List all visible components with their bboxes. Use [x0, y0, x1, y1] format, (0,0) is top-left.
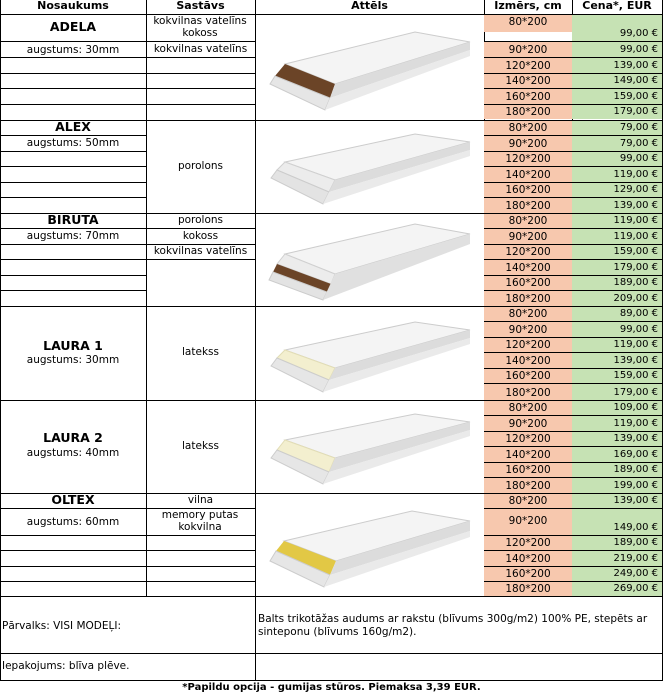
row-divider [484, 244, 663, 245]
price-value: 119,00 € [613, 215, 658, 226]
row-divider [0, 57, 255, 58]
product-height: augstums: 30mm [26, 354, 120, 366]
price-value: 249,00 € [613, 568, 658, 579]
footnote: *Papildu opcija - gumijas stūros. Piemaksa 3,39 EUR. [182, 682, 481, 693]
row-divider [0, 535, 255, 536]
row-divider [0, 290, 146, 291]
size-value: 80*200 [508, 402, 548, 414]
price-value: 139,00 € [613, 355, 658, 366]
row-divider [0, 228, 255, 229]
size-value: 120*200 [505, 246, 551, 258]
size-value: 160*200 [505, 91, 551, 103]
header-size: Izmērs, cm [494, 0, 562, 12]
price-value: 139,00 € [613, 60, 658, 71]
row-divider [484, 197, 663, 198]
row-divider [484, 290, 663, 291]
row-divider [484, 368, 663, 369]
row-divider [484, 535, 663, 536]
packaging-label: Iepakojums: blīva plēve. [2, 660, 130, 672]
composition-item: kokvilnas vatelīns [153, 245, 248, 257]
price-value: 119,00 € [613, 339, 658, 350]
price-value: 139,00 € [613, 495, 658, 506]
mattress-coconut-image [265, 24, 475, 114]
row-divider [484, 508, 663, 509]
price-value: 159,00 € [613, 370, 658, 381]
row-divider [484, 41, 663, 42]
size-value: 90*200 [508, 44, 548, 56]
row-divider [484, 57, 663, 58]
price-value: 99,00 € [619, 44, 658, 55]
size-value: 160*200 [505, 464, 551, 476]
composition-item: latekss [182, 440, 219, 452]
row-divider [484, 581, 663, 582]
size-value: 120*200 [505, 60, 551, 72]
price-value: 119,00 € [613, 418, 658, 429]
row-divider [484, 259, 663, 260]
price-value: 179,00 € [613, 106, 658, 117]
composition-item: kokvilnas vatelīns [153, 43, 248, 55]
product-name: ALEX [55, 121, 91, 134]
row-divider [484, 566, 663, 567]
row-divider [0, 73, 255, 74]
price-value: 199,00 € [613, 480, 658, 491]
price-value: 99,00 € [619, 324, 658, 335]
size-value: 140*200 [505, 75, 551, 87]
price-value: 119,00 € [613, 169, 658, 180]
size-value: 160*200 [505, 277, 551, 289]
price-value: 179,00 € [613, 387, 658, 398]
size-value: 180*200 [505, 387, 551, 399]
mattress-latex-image [265, 408, 475, 488]
size-value: 180*200 [505, 200, 551, 212]
row-divider [0, 550, 255, 551]
price-value: 119,00 € [613, 231, 658, 242]
composition-item: memory putas kokvilna [161, 509, 239, 533]
price-cell [572, 15, 662, 41]
row-divider [484, 104, 663, 105]
product-height: augstums: 40mm [26, 447, 120, 459]
product-height: augstums: 50mm [26, 137, 120, 149]
row-divider [0, 104, 255, 105]
cover-label: Pārvalks: VISI MODEĻI: [2, 620, 121, 632]
size-value: 160*200 [505, 370, 551, 382]
product-name: ADELA [49, 21, 97, 34]
row-divider [484, 321, 663, 322]
size-value: 180*200 [505, 480, 551, 492]
row-divider [0, 41, 255, 42]
size-value: 140*200 [505, 553, 551, 565]
product-name: LAURA 1 [43, 340, 103, 353]
header-composition: Sastāvs [176, 0, 225, 12]
product-height: augstums: 30mm [26, 44, 120, 56]
row-divider [0, 151, 146, 152]
row-divider [0, 581, 255, 582]
footer-divider [0, 653, 663, 654]
header-price: Cena*, EUR [582, 0, 652, 12]
row-divider [0, 566, 255, 567]
mattress-foam-image [265, 128, 475, 208]
row-divider [0, 88, 255, 89]
price-value: 189,00 € [613, 464, 658, 475]
price-value: 79,00 € [619, 138, 658, 149]
row-divider [484, 275, 663, 276]
size-value: 140*200 [505, 262, 551, 274]
size-value: 120*200 [505, 339, 551, 351]
composition-item: kokvilnas vatelīns kokoss [153, 15, 247, 39]
row-divider [484, 88, 663, 89]
product-height: augstums: 70mm [26, 230, 120, 242]
price-value: 159,00 € [613, 91, 658, 102]
size-value: 80*200 [508, 122, 548, 134]
row-divider [484, 550, 663, 551]
price-value: 129,00 € [613, 184, 658, 195]
size-value: 180*200 [505, 583, 551, 595]
header-image: Attēls [351, 0, 388, 12]
row-divider [484, 151, 663, 152]
row-divider [0, 508, 255, 509]
size-value: 120*200 [505, 537, 551, 549]
cover-description: Balts trikotāžas audums ar rakstu (blīvums 300g/m2) 100% PE, stepēts ar sinteponu (blīvums 160g/m2). [258, 613, 648, 638]
price-value: 139,00 € [613, 200, 658, 211]
row-divider [484, 477, 663, 478]
row-divider [484, 431, 663, 432]
size-cell [484, 509, 572, 535]
product-name: LAURA 2 [43, 432, 103, 445]
size-value: 180*200 [505, 293, 551, 305]
price-value: 109,00 € [613, 402, 658, 413]
price-value: 269,00 € [613, 583, 658, 594]
mattress-coconut-image [265, 218, 475, 302]
size-value: 90*200 [508, 324, 548, 336]
row-divider [484, 228, 663, 229]
size-value: 140*200 [505, 449, 551, 461]
row-divider [484, 135, 663, 136]
row-divider [0, 259, 255, 260]
price-value: 159,00 € [613, 246, 658, 257]
price-value: 209,00 € [613, 293, 658, 304]
grid-line [255, 0, 256, 680]
mattress-memory-foam-image [262, 505, 474, 591]
size-value: 90*200 [508, 231, 548, 243]
composition-item: porolons [177, 214, 224, 226]
price-value: 179,00 € [613, 262, 658, 273]
composition-item: porolons [177, 160, 224, 172]
composition-item: vilna [187, 494, 214, 506]
size-value: 80*200 [508, 215, 548, 227]
composition-item: kokoss [182, 230, 219, 242]
size-value: 180*200 [505, 106, 551, 118]
size-value: 90*200 [508, 418, 548, 430]
product-name: BIRUTA [47, 214, 99, 227]
row-divider [0, 135, 146, 136]
row-divider [484, 462, 663, 463]
price-value: 139,00 € [613, 433, 658, 444]
row-divider [0, 182, 146, 183]
size-value: 120*200 [505, 433, 551, 445]
row-divider [484, 352, 663, 353]
size-value: 160*200 [505, 568, 551, 580]
size-value: 80*200 [508, 495, 548, 507]
row-divider [0, 197, 146, 198]
size-value: 140*200 [505, 169, 551, 181]
row-divider [484, 182, 663, 183]
row-divider [0, 244, 255, 245]
row-divider [484, 383, 663, 384]
price-value: 149,00 € [613, 522, 658, 533]
row-divider [484, 415, 663, 416]
price-value: 99,00 € [619, 153, 658, 164]
size-value: 120*200 [505, 153, 551, 165]
header-name: Nosaukums [37, 0, 109, 12]
price-value: 189,00 € [613, 277, 658, 288]
row-divider [484, 73, 663, 74]
price-value: 99,00 € [619, 28, 658, 39]
size-value: 80*200 [508, 16, 548, 28]
price-value: 149,00 € [613, 75, 658, 86]
row-divider [0, 275, 146, 276]
size-value: 80*200 [508, 308, 548, 320]
product-height: augstums: 60mm [26, 516, 120, 528]
price-value: 189,00 € [613, 537, 658, 548]
mattress-latex-image [265, 316, 475, 396]
row-divider [0, 166, 146, 167]
size-value: 140*200 [505, 355, 551, 367]
row-divider [484, 166, 663, 167]
price-value: 79,00 € [619, 122, 658, 133]
row-divider [484, 446, 663, 447]
price-value: 169,00 € [613, 449, 658, 460]
size-value: 90*200 [508, 138, 548, 150]
product-name: OLTEX [51, 494, 95, 507]
block-divider [0, 596, 663, 597]
size-cell [484, 15, 572, 32]
price-value: 219,00 € [613, 553, 658, 564]
size-value: 90*200 [508, 515, 548, 527]
price-value: 89,00 € [619, 308, 658, 319]
row-divider [484, 337, 663, 338]
composition-item: latekss [182, 346, 219, 358]
size-value: 160*200 [505, 184, 551, 196]
